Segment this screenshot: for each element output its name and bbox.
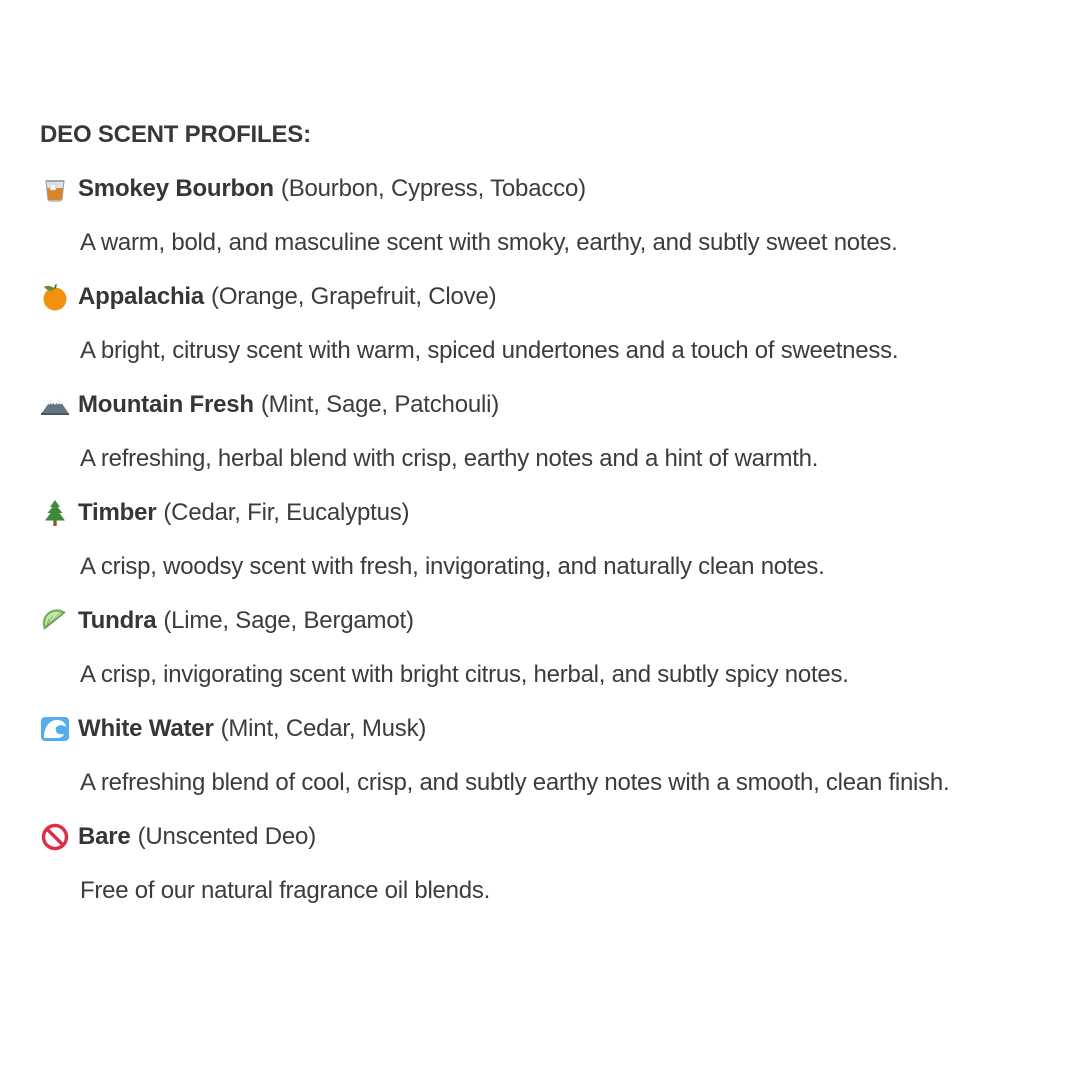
scent-name: White Water	[78, 715, 214, 742]
scent-title	[40, 386, 1076, 424]
scent-notes: (Lime, Sage, Bergamot)	[163, 607, 414, 634]
scent-description: Free of our natural fragrance oil blends.	[80, 877, 490, 904]
scent-description: A refreshing blend of cool, crisp, and subtly earthy notes with a smooth, clean finish.	[80, 769, 950, 796]
orange-icon	[40, 282, 70, 312]
wave-icon	[40, 714, 70, 744]
scent-title	[40, 602, 1076, 640]
scent-item-white-water	[40, 710, 1076, 802]
scent-title	[40, 818, 1076, 856]
scent-notes: (Orange, Grapefruit, Clove)	[211, 283, 497, 310]
scent-item-smokey-bourbon	[40, 170, 1076, 262]
scent-title	[40, 710, 1076, 748]
page-heading: DEO SCENT PROFILES:	[40, 121, 311, 148]
mountain-icon	[40, 390, 70, 420]
scent-name: Tundra	[78, 607, 157, 634]
scent-notes: (Mint, Cedar, Musk)	[220, 715, 427, 742]
scent-name: Bare	[78, 823, 131, 850]
scent-description: A warm, bold, and masculine scent with smoky, earthy, and subtly sweet notes.	[80, 229, 898, 256]
scent-title	[40, 494, 1076, 532]
scent-title	[40, 278, 1076, 316]
scent-name: Appalachia	[78, 283, 205, 310]
scent-name: Mountain Fresh	[78, 391, 254, 418]
scent-notes: (Bourbon, Cypress, Tobacco)	[280, 175, 586, 202]
scent-name: Timber	[78, 499, 157, 526]
scent-description: A refreshing, herbal blend with crisp, earthy notes and a hint of warmth.	[80, 445, 819, 472]
scent-notes: (Unscented Deo)	[137, 823, 316, 850]
scent-description: A crisp, invigorating scent with bright citrus, herbal, and subtly spicy notes.	[80, 661, 849, 688]
prohibited-icon	[40, 822, 70, 852]
scent-item-tundra	[40, 602, 1076, 694]
bourbon-glass-icon	[40, 174, 70, 204]
scent-notes: (Mint, Sage, Patchouli)	[260, 391, 500, 418]
scent-item-bare	[40, 818, 1076, 910]
scent-item-appalachia	[40, 278, 1076, 370]
scent-notes: (Cedar, Fir, Eucalyptus)	[163, 499, 410, 526]
scent-description: A bright, citrusy scent with warm, spiced undertones and a touch of sweetness.	[80, 337, 899, 364]
evergreen-tree-icon	[40, 498, 70, 528]
scent-title	[40, 170, 1076, 208]
scent-name: Smokey Bourbon	[78, 175, 274, 202]
lime-icon	[40, 606, 70, 636]
scent-description: A crisp, woodsy scent with fresh, invigorating, and naturally clean notes.	[80, 553, 825, 580]
scent-item-timber	[40, 494, 1076, 586]
scent-item-mountain-fresh	[40, 386, 1076, 478]
scent-profiles-document	[40, 116, 1076, 926]
